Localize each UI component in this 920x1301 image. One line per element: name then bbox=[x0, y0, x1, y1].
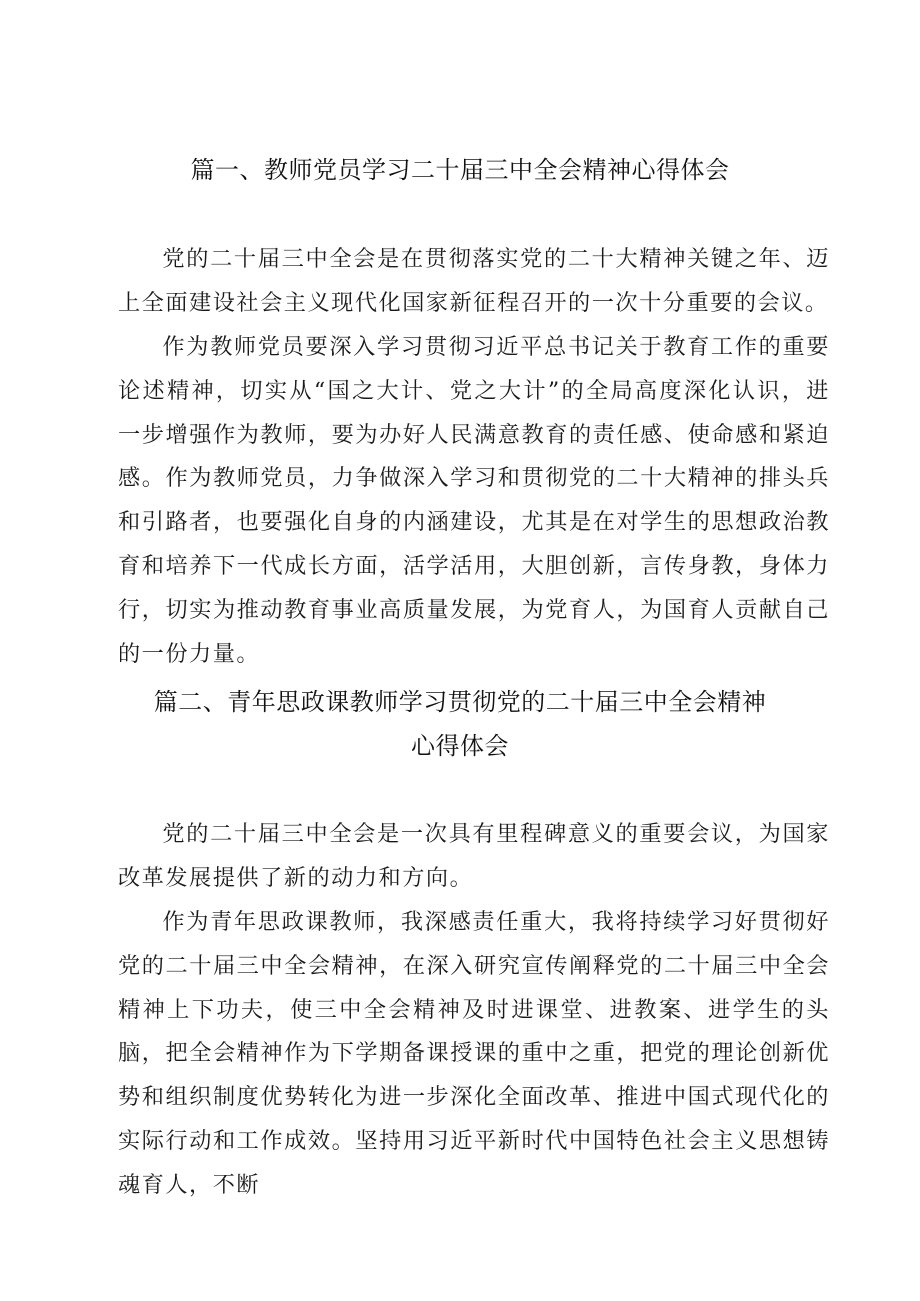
section-2-paragraph-2: 作为青年思政课教师，我深感责任重大，我将持续学习好贯彻好党的二十届三中全会精神，在深入研究宣传阐释党的二十届三中全会精神上下功夫，使三中全会精神及时进课堂、进教案、进学生的头脑，把全会精神作为下学期备课授课的重中之重，把党的理论创新优势和组织制度优势转化为进一步深化全面改革、推进中国式现代化的实际行动和工作成效。坚持用习近平新时代中国特色社会主义思想铸魂育人，不断 bbox=[118, 909, 830, 1198]
section-2-title bbox=[0, 680, 920, 768]
section-1-title-line: 篇一、教师党员学习二十届三中全会精神心得体会 bbox=[190, 156, 730, 184]
section-2-title-line-1: 篇二、青年思政课教师学习贯彻党的二十届三中全会精神 bbox=[153, 688, 767, 716]
section-1-paragraph-1: 党的二十届三中全会是在贯彻落实党的二十大精神关键之年、迈上全面建设社会主义现代化国家新征程召开的一次十分重要的会议。 bbox=[118, 246, 830, 316]
section-1-paragraph-2: 作为教师党员要深入学习贯彻习近平总书记关于教育工作的重要论述精神，切实从“国之大计、党之大计”的全局高度深化认识，进一步增强作为教师，要为办好人民满意教育的责任感、使命感和紧迫感。作为教师党员，力争做深入学习和贯彻党的二十大精神的排头兵和引路者，也要强化自身的内涵建设，尤其是在对学生的思想政治教育和培养下一代成长方面，活学活用，大胆创新，言传身教，身体力行，切实为推动教育事业高质量发展，为党育人，为国育人贡献自己的一份力量。 bbox=[118, 334, 830, 667]
section-2-paragraph-1: 党的二十届三中全会是一次具有里程碑意义的重要会议，为国家改革发展提供了新的动力和方向。 bbox=[118, 821, 830, 891]
section-2-title-line-2: 心得体会 bbox=[411, 732, 509, 760]
section-1-title bbox=[0, 148, 920, 192]
